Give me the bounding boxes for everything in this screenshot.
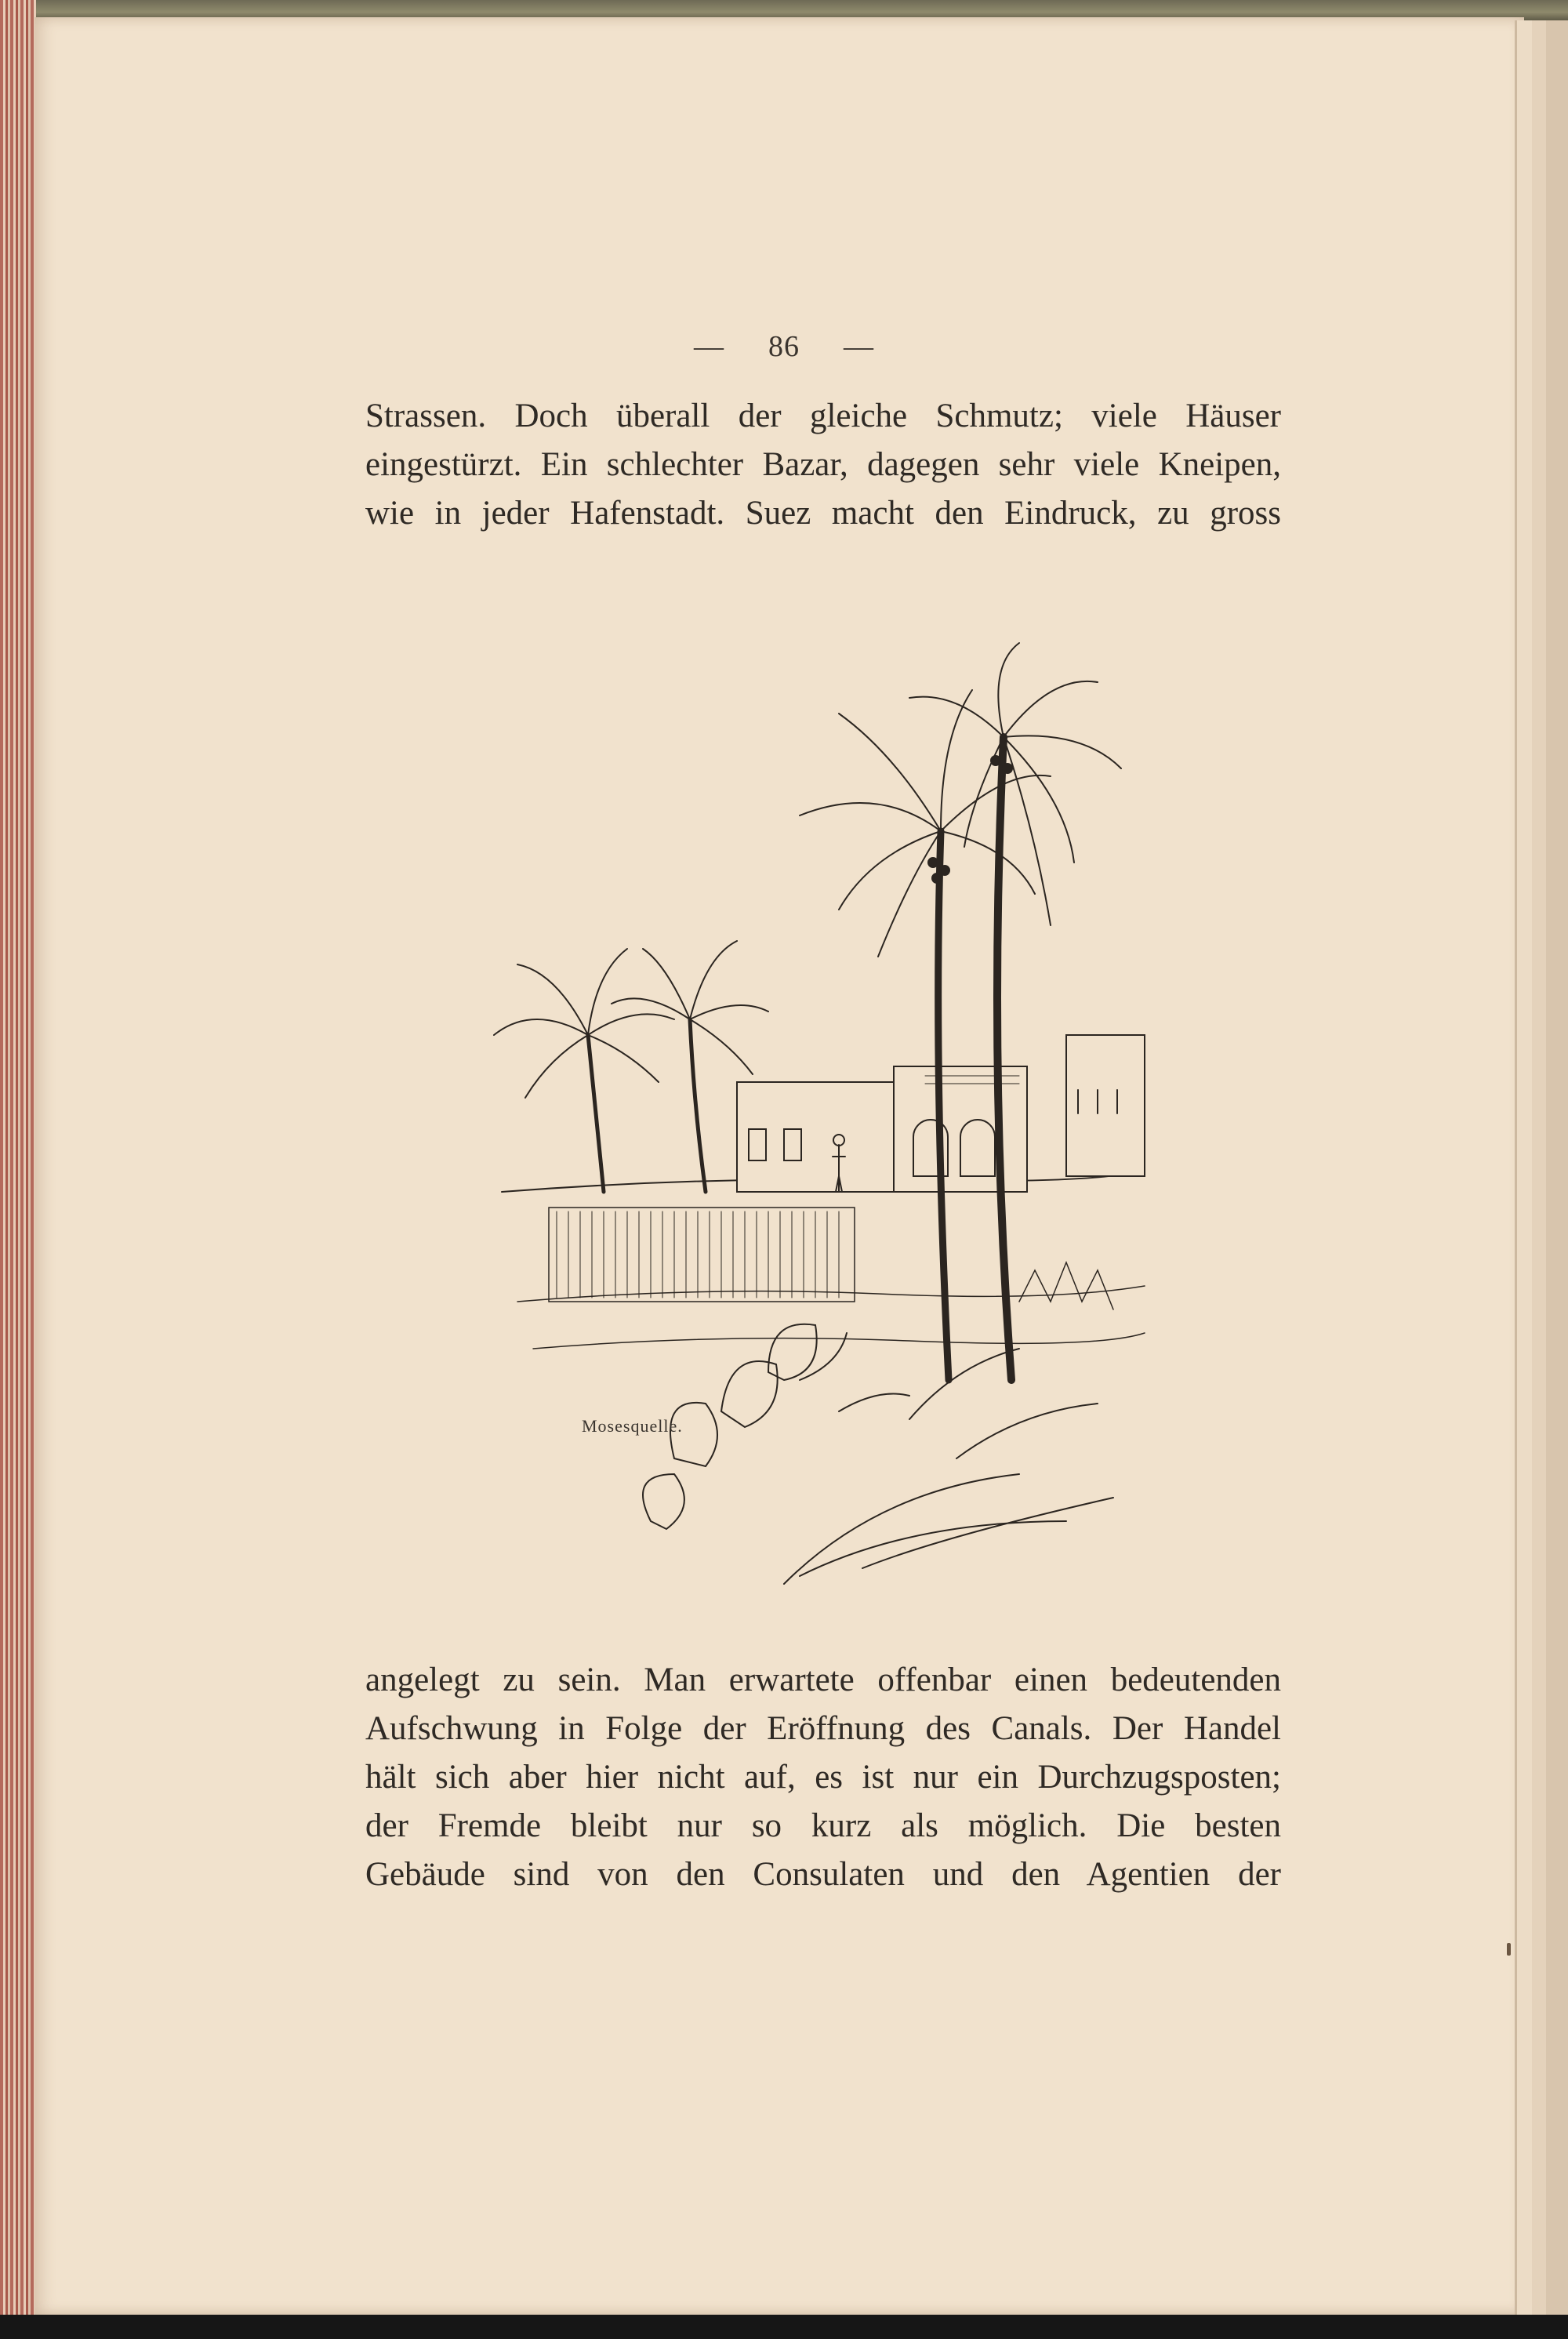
text-line: Gebäude sind von den Consulaten und den Agentien der: [365, 1856, 1281, 1893]
paragraph-bottom: [365, 1656, 1281, 1899]
page-number: 86: [768, 330, 800, 363]
text-line: wie in jeder Hafenstadt. Suez macht den Eindruck, zu gross: [365, 495, 1281, 532]
page-number-header: [0, 329, 1568, 364]
text-line: Strassen. Doch überall der gleiche Schmutz; viele Häuser: [365, 398, 1281, 434]
illustration-mosesquelle: [470, 596, 1152, 1600]
paragraph-top: [365, 392, 1281, 538]
scan-border-bottom: [0, 2315, 1568, 2339]
text-line: Aufschwung in Folge der Eröffnung des Canals. Der Handel: [365, 1710, 1281, 1747]
page-edge-right: [1515, 20, 1568, 2315]
dash-left: —: [694, 330, 724, 363]
dash-right: —: [844, 330, 874, 363]
text-line: angelegt zu sein. Man erwartete offenbar einen bedeutenden: [365, 1662, 1281, 1698]
text-line: hält sich aber hier nicht auf, es ist nur ein Durchzugsposten;: [365, 1759, 1281, 1796]
illustration-caption: Mosesquelle.: [582, 1416, 683, 1436]
text-line: eingestürzt. Ein schlechter Bazar, dagegen sehr viele Kneipen,: [365, 446, 1281, 483]
text-line: der Fremde bleibt nur so kurz als möglich. Die besten: [365, 1807, 1281, 1844]
page-edge-mark: [1507, 1943, 1511, 1956]
